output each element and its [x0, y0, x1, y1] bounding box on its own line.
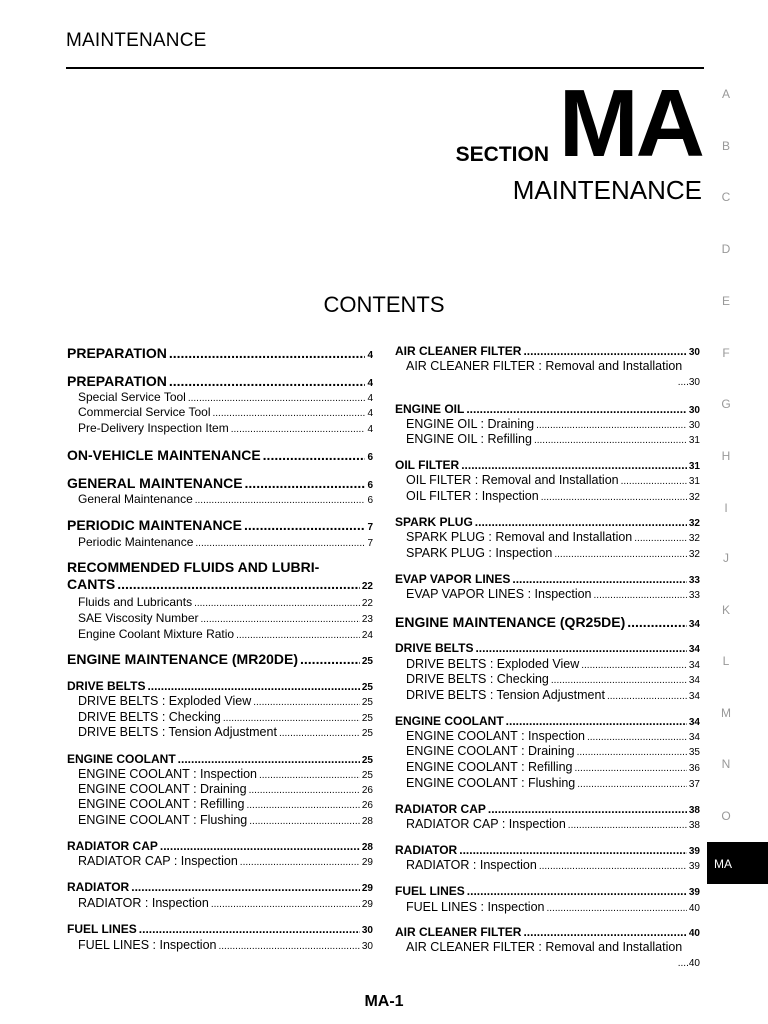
- toc-entry-page: 25: [361, 656, 373, 667]
- toc-entry-page: 22: [361, 581, 373, 592]
- toc-leader-dots: [263, 447, 366, 463]
- toc-entry-page: 31: [688, 461, 700, 472]
- toc-subentry[interactable]: [406, 760, 700, 774]
- toc-leader-dots: [547, 903, 687, 914]
- toc-entry-page: 26: [361, 785, 373, 796]
- toc-entry-title: ENGINE MAINTENANCE (QR25DE): [395, 614, 626, 630]
- toc-entry-title: ENGINE COOLANT : Inspection: [78, 767, 257, 781]
- toc-entry-page: 32: [688, 518, 700, 529]
- toc-entry-page: 4: [367, 393, 373, 404]
- toc-leader-dots: [621, 476, 687, 487]
- toc-leader-dots: [475, 641, 686, 655]
- toc-entry-page: 30: [688, 347, 700, 358]
- toc-heading-entry[interactable]: [395, 515, 700, 529]
- toc-leader-dots: [279, 728, 360, 739]
- toc-leader-dots: [178, 752, 360, 766]
- toc-entry-page: 22: [361, 598, 373, 609]
- toc-leader-dots: [249, 785, 360, 796]
- toc-entry-page: 30: [688, 405, 700, 416]
- toc-entry-page: 4: [367, 424, 373, 435]
- toc-subentry[interactable]: [78, 710, 373, 724]
- section-title: MAINTENANCE: [512, 175, 702, 205]
- toc-entry-title: OIL FILTER : Inspection: [406, 489, 539, 503]
- toc-heading-entry[interactable]: [67, 679, 373, 693]
- toc-subentry[interactable]: [78, 405, 373, 419]
- toc-heading-entry[interactable]: [395, 843, 700, 857]
- toc-entry-title: ENGINE COOLANT : Flushing: [78, 813, 248, 827]
- toc-entry-title: ON-VEHICLE MAINTENANCE: [67, 447, 261, 463]
- toc-subentry[interactable]: [78, 627, 373, 641]
- toc-heading-entry[interactable]: [395, 884, 700, 898]
- toc-entry-title: GENERAL MAINTENANCE: [67, 475, 243, 491]
- toc-subentry[interactable]: [406, 817, 700, 831]
- toc-heading-entry[interactable]: [67, 345, 373, 361]
- toc-entry-title: RADIATOR: [395, 843, 458, 857]
- toc-entry-title: Commercial Service Tool: [78, 405, 211, 419]
- toc-entry-page: 36: [688, 763, 700, 774]
- toc-leader-dots: [488, 802, 687, 816]
- toc-subentry[interactable]: [78, 595, 373, 609]
- toc-entry-title: EVAP VAPOR LINES : Inspection: [406, 587, 592, 601]
- toc-leader-dots: [244, 517, 365, 533]
- toc-leader-dots: [607, 691, 687, 702]
- toc-entry-page: 25: [361, 728, 373, 739]
- section-index-letter[interactable]: D: [721, 242, 731, 256]
- toc-entry-page: 34: [688, 732, 700, 743]
- toc-entry-title: ENGINE COOLANT : Inspection: [406, 729, 585, 743]
- toc-entry-title: DRIVE BELTS : Exploded View: [78, 694, 252, 708]
- toc-leader-dots: [594, 590, 687, 601]
- toc-leader-dots: [211, 899, 360, 910]
- toc-entry-title: SPARK PLUG: [395, 515, 473, 529]
- toc-leader-dots: [259, 770, 360, 781]
- toc-subentry[interactable]: [406, 729, 700, 743]
- page-number: MA-1: [364, 993, 404, 1010]
- toc-entry-title: SPARK PLUG : Removal and Installation: [406, 530, 633, 544]
- toc-leader-dots: [467, 884, 687, 898]
- toc-leader-dots: [459, 843, 687, 857]
- toc-leader-dots: [253, 697, 360, 708]
- toc-entry-title: DRIVE BELTS : Tension Adjustment: [78, 725, 277, 739]
- toc-subentry[interactable]: [406, 546, 700, 560]
- toc-entry-page: 39: [688, 846, 700, 857]
- toc-leader-dots: [534, 435, 687, 446]
- running-header: MAINTENANCE: [66, 30, 207, 51]
- toc-entry-page: 34: [688, 717, 700, 728]
- toc-heading-entry[interactable]: [395, 344, 700, 358]
- toc-heading-entry[interactable]: [67, 576, 373, 592]
- toc-entry-page: 39: [688, 887, 700, 898]
- toc-entry-page: 38: [688, 805, 700, 816]
- toc-subentry[interactable]: [78, 813, 373, 827]
- toc-entry-page: 34: [688, 675, 700, 686]
- section-index-letter[interactable]: I: [724, 501, 728, 515]
- toc-subentry[interactable]: [406, 858, 700, 872]
- toc-entry-page: 4: [367, 350, 373, 361]
- toc-entry-title: AIR CLEANER FILTER: [395, 925, 522, 939]
- toc-entry-title: RADIATOR CAP : Inspection: [406, 817, 566, 831]
- toc-subentry[interactable]: [406, 672, 700, 686]
- toc-entry-page: 25: [361, 713, 373, 724]
- toc-subentry[interactable]: [78, 611, 373, 625]
- toc-entry-page: 34: [688, 644, 700, 655]
- toc-entry-title: PREPARATION: [67, 345, 167, 361]
- toc-entry-page: 30: [361, 925, 373, 936]
- toc-leader-dots: [147, 679, 359, 693]
- toc-subentry[interactable]: [78, 390, 373, 404]
- toc-entry-title: PREPARATION: [67, 373, 167, 389]
- section-word: SECTION: [455, 143, 549, 166]
- toc-entry-title: ENGINE COOLANT: [67, 752, 176, 766]
- toc-entry-title: DRIVE BELTS : Checking: [78, 710, 221, 724]
- toc-leader-dots: [512, 572, 687, 586]
- toc-entry-title: Engine Coolant Mixture Ratio: [78, 627, 235, 641]
- toc-subentry[interactable]: [406, 530, 700, 544]
- toc-entry-page: 30: [361, 941, 373, 952]
- toc-entry-page: 24: [361, 630, 373, 641]
- toc-heading-entry[interactable]: [67, 447, 373, 463]
- toc-subentry[interactable]: [406, 417, 700, 431]
- toc-entry-title: FUEL LINES: [395, 884, 465, 898]
- toc-leader-dots: [169, 345, 366, 361]
- toc-leader-dots: [117, 576, 360, 592]
- toc-entry-page: 6: [367, 495, 373, 506]
- toc-leader-dots: [587, 732, 687, 743]
- toc-leader-dots: [201, 614, 360, 625]
- toc-entry-page: 4: [367, 408, 373, 419]
- toc-leader-dots: [581, 660, 687, 671]
- toc-subentry[interactable]: [78, 782, 373, 796]
- toc-subentry[interactable]: AIR CLEANER FILTER : Removal and Installation: [406, 940, 683, 954]
- toc-entry-page: 26: [361, 800, 373, 811]
- toc-entry-title: ENGINE COOLANT : Draining: [78, 782, 247, 796]
- toc-heading-entry[interactable]: [67, 752, 373, 766]
- toc-heading-entry[interactable]: [395, 714, 700, 728]
- toc-heading-entry[interactable]: [395, 925, 700, 939]
- toc-subentry[interactable]: [406, 688, 700, 702]
- toc-entry-title: ENGINE MAINTENANCE (MR20DE): [67, 651, 299, 667]
- toc-entry-title: Periodic Maintenance: [78, 535, 194, 549]
- toc-entry-title: ENGINE OIL: [395, 402, 465, 416]
- toc-subentry[interactable]: [78, 896, 373, 910]
- toc-leader-dots: [539, 861, 687, 872]
- toc-leader-dots: [536, 420, 687, 431]
- toc-entry-title: RADIATOR CAP : Inspection: [78, 854, 238, 868]
- toc-entry-page: 33: [688, 590, 700, 601]
- toc-heading-entry[interactable]: [395, 572, 700, 586]
- toc-leader-dots: [568, 820, 687, 831]
- toc-leader-dots: [551, 675, 687, 686]
- toc-leader-dots: [461, 458, 687, 472]
- toc-entry-page: 31: [688, 476, 700, 487]
- toc-leader-dots: [169, 373, 366, 389]
- toc-entry-page: 25: [361, 770, 373, 781]
- toc-wrapped-heading: RECOMMENDED FLUIDS AND LUBRI-: [67, 559, 320, 575]
- section-index-letter[interactable]: C: [721, 190, 731, 204]
- toc-entry-page: 35: [688, 747, 700, 758]
- toc-entry-page: 40: [688, 928, 700, 939]
- toc-subentry[interactable]: [78, 725, 373, 739]
- toc-entry-page: 31: [688, 435, 700, 446]
- toc-leader-dots: [131, 880, 360, 894]
- toc-entry-page: 39: [688, 861, 700, 872]
- toc-subentry[interactable]: [78, 492, 373, 506]
- toc-entry-title: Special Service Tool: [78, 390, 186, 404]
- toc-entry-page: 29: [361, 857, 373, 868]
- toc-heading-entry[interactable]: [395, 802, 700, 816]
- section-index-letter[interactable]: G: [721, 397, 731, 411]
- toc-entry-title: Pre-Delivery Inspection Item: [78, 421, 229, 435]
- toc-entry-title: FUEL LINES: [67, 922, 137, 936]
- toc-entry-title: ENGINE COOLANT: [395, 714, 504, 728]
- toc-entry-page: 40: [688, 903, 700, 914]
- toc-entry-page: 34: [688, 691, 700, 702]
- toc-entry-title: DRIVE BELTS : Tension Adjustment: [406, 688, 605, 702]
- toc-entry-page: 4: [367, 378, 373, 389]
- toc-heading-entry[interactable]: [67, 839, 373, 853]
- toc-subentry[interactable]: [78, 421, 373, 435]
- toc-heading-entry[interactable]: [67, 922, 373, 936]
- toc-leader-dots: [160, 839, 360, 853]
- toc-entry-title: DRIVE BELTS: [67, 679, 146, 693]
- section-index-letter[interactable]: H: [721, 449, 731, 463]
- toc-leader-dots: [577, 747, 687, 758]
- toc-entry-title: SPARK PLUG : Inspection: [406, 546, 553, 560]
- toc-heading-entry[interactable]: [67, 517, 373, 533]
- toc-entry-page: 38: [688, 820, 700, 831]
- header-rule: [66, 67, 704, 69]
- toc-entry-title: AIR CLEANER FILTER: [395, 344, 522, 358]
- toc-leader-dots: [523, 925, 686, 939]
- toc-entry-title: FUEL LINES : Inspection: [406, 900, 545, 914]
- toc-entry-title: ENGINE COOLANT : Flushing: [406, 776, 576, 790]
- toc-entry-page: 30: [688, 420, 700, 431]
- toc-entry-title: RADIATOR CAP: [67, 839, 158, 853]
- section-index-letter[interactable]: M: [721, 706, 731, 720]
- toc-leader-dots: [195, 538, 365, 549]
- toc-entry-page: 7: [367, 538, 373, 549]
- toc-entry-title: CANTS: [67, 576, 116, 592]
- section-code: MA: [558, 70, 702, 177]
- toc-entry-title: SAE Viscosity Number: [78, 611, 199, 625]
- toc-heading-entry[interactable]: [395, 402, 700, 416]
- toc-leader-dots: [219, 941, 360, 952]
- toc-entry-title: RADIATOR : Inspection: [78, 896, 209, 910]
- toc-entry-page: 6: [367, 480, 373, 491]
- toc-entry-title: ENGINE OIL : Refilling: [406, 432, 532, 446]
- toc-entry-title: DRIVE BELTS : Checking: [406, 672, 549, 686]
- toc-entry-page: 28: [361, 842, 373, 853]
- toc-entry-title: RADIATOR: [67, 880, 130, 894]
- toc-entry-title: DRIVE BELTS: [395, 641, 474, 655]
- toc-entry-page: 6: [367, 452, 373, 463]
- toc-heading-entry[interactable]: [395, 641, 700, 655]
- toc-subentry[interactable]: [78, 797, 373, 811]
- toc-heading-entry[interactable]: [395, 458, 700, 472]
- toc-entry-title: OIL FILTER : Removal and Installation: [406, 473, 619, 487]
- section-index-letter[interactable]: J: [723, 551, 729, 565]
- toc-entry-title: DRIVE BELTS : Exploded View: [406, 657, 580, 671]
- toc-leader-dots: [466, 402, 687, 416]
- toc-entry-title: ENGINE COOLANT : Refilling: [406, 760, 573, 774]
- toc-entry-title: General Maintenance: [78, 492, 193, 506]
- toc-entry-page: ....40: [677, 958, 700, 969]
- section-tab-active[interactable]: MA: [707, 842, 768, 884]
- toc-subentry[interactable]: [406, 489, 700, 503]
- toc-leader-dots: [577, 779, 687, 790]
- toc-entry-page: 29: [361, 883, 373, 894]
- toc-entry-title: EVAP VAPOR LINES: [395, 572, 511, 586]
- section-index-letter[interactable]: N: [721, 757, 731, 771]
- contents-heading: CONTENTS: [323, 292, 445, 317]
- toc-leader-dots: [300, 651, 360, 667]
- toc-leader-dots: [523, 344, 686, 358]
- toc-leader-dots: [634, 533, 687, 544]
- toc-entry-page: 25: [361, 755, 373, 766]
- toc-subentry[interactable]: [78, 767, 373, 781]
- section-index-letter[interactable]: E: [721, 294, 730, 308]
- section-index-letter[interactable]: F: [722, 346, 730, 360]
- section-index-letter[interactable]: K: [721, 603, 730, 617]
- toc-entry-title: RADIATOR : Inspection: [406, 858, 537, 872]
- toc-entry-page: 25: [361, 682, 373, 693]
- toc-entry-title: ENGINE OIL : Draining: [406, 417, 535, 431]
- toc-entry-page: 25: [361, 697, 373, 708]
- toc-leader-dots: [231, 424, 366, 435]
- toc-heading-entry[interactable]: [67, 651, 373, 667]
- toc-entry-title: OIL FILTER: [395, 458, 460, 472]
- toc-leader-dots: [554, 549, 687, 560]
- toc-subentry[interactable]: [78, 854, 373, 868]
- toc-entry-title: ENGINE COOLANT : Draining: [406, 744, 575, 758]
- toc-leader-dots: [506, 714, 687, 728]
- toc-subentry[interactable]: [406, 900, 700, 914]
- toc-leader-dots: [240, 857, 360, 868]
- toc-leader-dots: [194, 598, 360, 609]
- toc-entry-title: ENGINE COOLANT : Refilling: [78, 797, 245, 811]
- toc-entry-page: 7: [367, 522, 373, 533]
- toc-leader-dots: [139, 922, 360, 936]
- toc-leader-dots: [245, 475, 366, 491]
- toc-entry-title: Fluids and Lubricants: [78, 595, 193, 609]
- toc-subentry[interactable]: [406, 432, 700, 446]
- toc-subentry[interactable]: [406, 587, 700, 601]
- toc-subentry[interactable]: AIR CLEANER FILTER : Removal and Installation: [406, 359, 683, 373]
- toc-entry-page: 34: [688, 660, 700, 671]
- toc-entry-page: ....30: [677, 377, 700, 388]
- toc-entry-page: 34: [688, 619, 700, 630]
- toc-leader-dots: [574, 763, 686, 774]
- toc-subentry[interactable]: [78, 938, 373, 952]
- toc-leader-dots: [195, 495, 366, 506]
- toc-entry-page: 37: [688, 779, 700, 790]
- toc-heading-entry[interactable]: [395, 614, 700, 630]
- toc-entry-title: FUEL LINES : Inspection: [78, 938, 217, 952]
- toc-subentry[interactable]: [406, 744, 700, 758]
- toc-entry-title: PERIODIC MAINTENANCE: [67, 517, 243, 533]
- section-index-letter[interactable]: A: [721, 87, 730, 101]
- toc-heading-entry[interactable]: [67, 475, 373, 491]
- toc-leader-dots: [475, 515, 687, 529]
- toc-leader-dots: [236, 630, 360, 641]
- toc-subentry[interactable]: [406, 657, 700, 671]
- toc-entry-title: RADIATOR CAP: [395, 802, 486, 816]
- toc-entry-page: 32: [688, 533, 700, 544]
- toc-entry-page: 29: [361, 899, 373, 910]
- toc-entry-page: 28: [361, 816, 373, 827]
- toc-leader-dots: [246, 800, 359, 811]
- toc-subentry[interactable]: [78, 535, 373, 549]
- toc-entry-page: 32: [688, 549, 700, 560]
- toc-entry-page: 32: [688, 492, 700, 503]
- toc-subentry[interactable]: [78, 694, 373, 708]
- toc-heading-entry[interactable]: [67, 373, 373, 389]
- toc-heading-entry[interactable]: [67, 880, 373, 894]
- section-index-letter[interactable]: B: [721, 139, 730, 153]
- toc-leader-dots: [188, 393, 366, 404]
- toc-entry-page: 23: [361, 614, 373, 625]
- toc-entry-page: 33: [688, 575, 700, 586]
- toc-leader-dots: [249, 816, 360, 827]
- section-index-letter[interactable]: O: [721, 809, 731, 823]
- toc-subentry[interactable]: [406, 473, 700, 487]
- toc-leader-dots: [627, 614, 687, 630]
- toc-subentry[interactable]: [406, 776, 700, 790]
- section-index-letter[interactable]: L: [722, 654, 730, 668]
- toc-leader-dots: [223, 713, 360, 724]
- toc-leader-dots: [213, 408, 366, 419]
- toc-leader-dots: [541, 492, 687, 503]
